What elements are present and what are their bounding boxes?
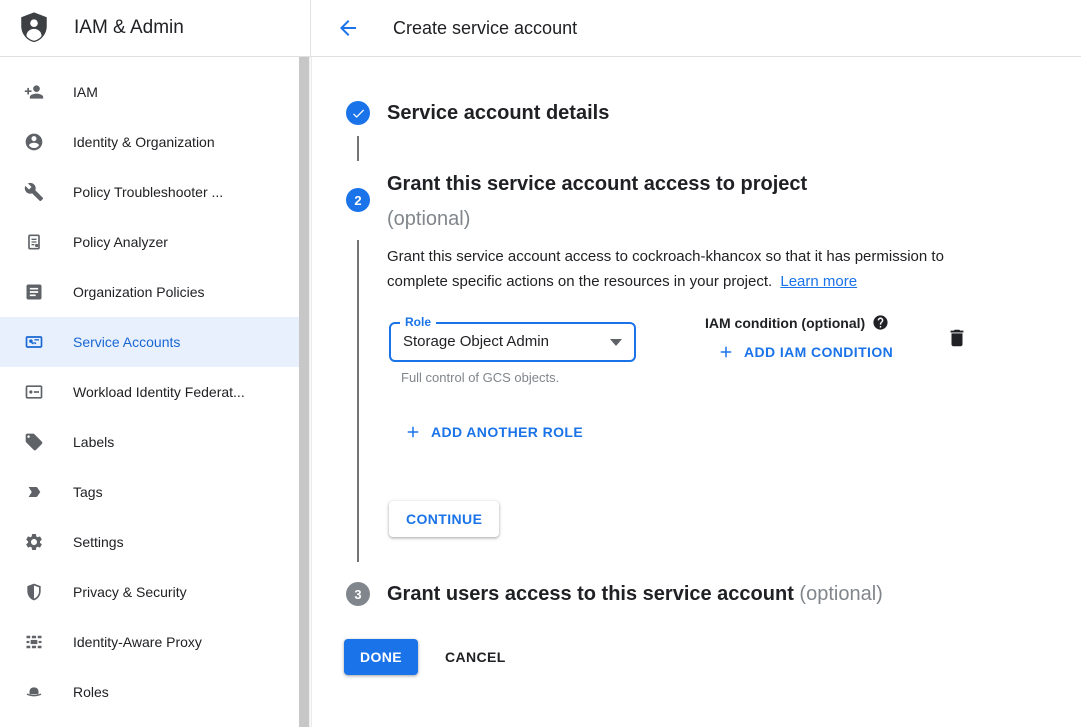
step2-number: 2 [354,192,362,208]
step3-heading [387,581,883,607]
add-iam-condition-label: ADD IAM CONDITION [744,344,894,360]
org-policies-doc-icon [24,282,44,302]
sidebar-item-label: Privacy & Security [73,584,187,600]
trash-icon [946,337,968,352]
add-another-role-label: ADD ANOTHER ROLE [431,424,584,440]
step2-heading [387,167,807,237]
page-title: Create service account [393,17,578,38]
app-title: IAM & Admin [74,17,184,38]
sidebar-scrollbar[interactable] [299,57,311,727]
sidebar-divider [311,57,312,727]
continue-button[interactable]: CONTINUE [389,501,499,537]
proxy-grid-icon [24,632,44,652]
check-icon [351,106,366,121]
shield-person-icon [17,11,51,45]
service-account-badge-icon [24,332,44,352]
role-selected-value: Storage Object Admin [403,333,549,350]
person-add-icon [24,82,44,102]
step2-number-circle [346,188,370,212]
step2-description-text: Grant this service account access to cockroach-khancox so that it has permission to complete specific actions on the resources in your project. [387,248,944,290]
learn-more-link[interactable]: Learn more [780,273,858,290]
sidebar-item-label: Labels [73,434,115,450]
back-arrow-icon[interactable] [336,16,360,40]
top-header [0,0,1081,57]
sidebar-item-label: Roles [73,684,109,700]
sidebar-nav [0,57,299,727]
step2-connector-line [357,240,359,562]
sidebar-item-label: Organization Policies [73,284,205,300]
sidebar-item-labels[interactable] [0,417,299,467]
chevron-down-icon [610,339,622,346]
sidebar-item-settings[interactable] [0,517,299,567]
sidebar-item-privacy-security[interactable] [0,567,299,617]
step2-description [387,244,987,294]
sidebar-item-label: Workload Identity Federat... [73,384,245,400]
header-left [0,0,311,56]
workload-identity-card-icon [24,382,44,402]
done-button[interactable]: DONE [344,639,418,675]
sidebar-item-workload-identity-federat[interactable] [0,367,299,417]
step1-status-circle [346,101,370,125]
sidebar-item-service-accounts[interactable] [0,317,299,367]
sidebar-item-tags[interactable] [0,467,299,517]
step3-optional-label: (optional) [799,583,883,605]
iam-condition-label: IAM condition (optional) [705,314,866,331]
sidebar-item-iam[interactable] [0,67,299,117]
policy-analyzer-doc-icon [24,232,44,252]
sidebar-item-identity-organization[interactable] [0,117,299,167]
step1-title: Service account details [387,102,610,124]
sidebar-item-roles[interactable] [0,667,299,717]
sidebar-item-organization-policies[interactable] [0,267,299,317]
sidebar-item-label: IAM [73,84,98,100]
sidebar-item-label: Identity-Aware Proxy [73,634,202,650]
sidebar-item-label: Tags [73,484,103,500]
help-icon[interactable] [872,314,889,331]
sidebar-item-identity-aware-proxy[interactable] [0,617,299,667]
sidebar-item-policy-analyzer[interactable] [0,217,299,267]
step2-optional-label: (optional) [387,208,471,230]
step3-title: Grant users access to this service account [387,583,794,605]
step2-title: Grant this service account access to project [387,173,808,195]
iam-condition-label-row [705,314,889,331]
add-iam-condition-button[interactable] [717,343,893,361]
sidebar-item-label: Service Accounts [73,334,181,350]
role-field-label: Role [400,315,436,329]
sidebar-item-label: Policy Analyzer [73,234,168,250]
shield-half-icon [24,582,44,602]
plus-icon [404,423,422,441]
step3-number: 3 [354,586,362,602]
delete-role-button[interactable] [946,327,968,349]
step1-connector-line [357,136,359,161]
sidebar-item-label: Identity & Organization [73,134,215,150]
plus-icon [717,343,735,361]
sidebar-item-label: Settings [73,534,124,550]
sidebar-item-label: Policy Troubleshooter ... [73,184,224,200]
cancel-button[interactable]: CANCEL [437,639,514,675]
add-another-role-button[interactable] [404,423,583,441]
hat-icon [24,682,44,702]
scrollbar-thumb[interactable] [299,57,310,727]
label-tag-icon [24,432,44,452]
sidebar-item-policy-troubleshooter[interactable] [0,167,299,217]
gear-icon [24,532,44,552]
header-right [311,0,1081,56]
identity-person-icon [24,132,44,152]
tag-arrow-icon [24,482,44,502]
step3-number-circle [346,582,370,606]
wrench-icon [24,182,44,202]
role-helper-text: Full control of GCS objects. [401,370,560,385]
role-select[interactable] [389,315,636,362]
